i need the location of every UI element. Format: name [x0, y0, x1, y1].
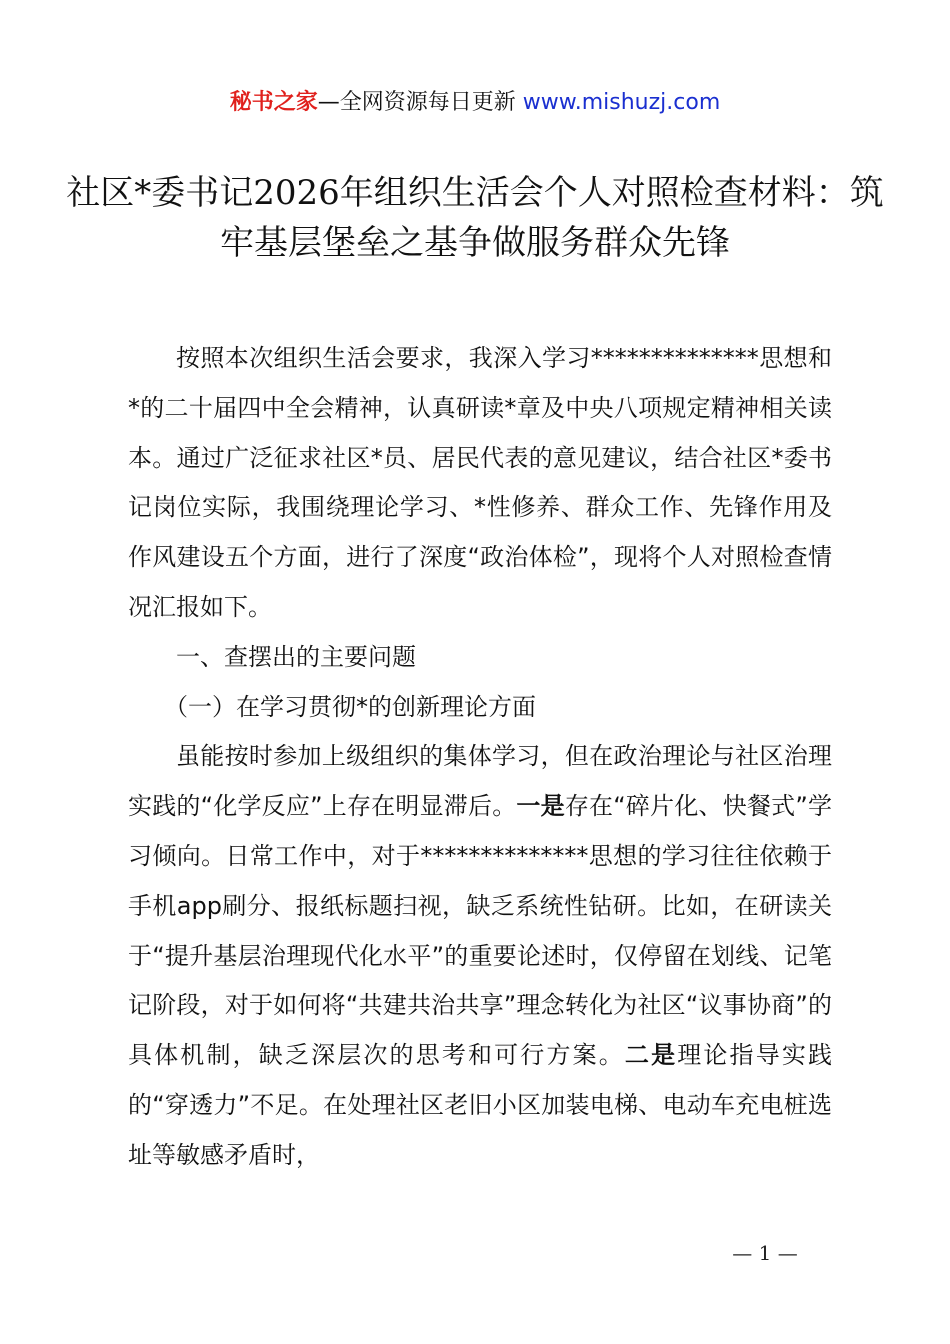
point-two-label: 二是 [624, 1041, 678, 1070]
site-brand: 秘书之家 [229, 90, 318, 115]
point-one-label: 一是 [516, 792, 565, 821]
site-tagline: —全网资源每日更新 [317, 90, 516, 115]
body-text-2: 存在“碎片化、快餐式”学习倾向。日常工作中，对于**************思想的学习往往依赖于手机app刷分、报纸标题扫视，缺乏系统性钻研。比如，在研读关于“提升基层治理现代化水平”的重要论述时，仅停留在划线、记笔记阶段，对于如何将“共建共治共享”理念转化为社区“议事协商”的具体机制，缺乏深层次的思考和可行方案。 [128, 792, 833, 1070]
body-text-1: 虽能按时参加上级组织的集体学习，但在政治理论与社区治理实践的“化学反应”上存在明显滞后。 [128, 742, 832, 821]
subsection-heading-theory: （一）在学习贯彻*的创新理论方面 [164, 692, 536, 721]
document-title: 社区*委书记2026年组织生活会个人对照检查材料：筑牢基层堡垒之基争做服务群众先锋 [66, 173, 884, 263]
body-paragraph [128, 732, 832, 1180]
site-header [0, 88, 950, 118]
section-heading-problems: 一、查摆出的主要问题 [176, 642, 416, 671]
site-url-link[interactable]: www.mishuzj.com [522, 90, 721, 115]
intro-paragraph: 按照本次组织生活会要求，我深入学习**************思想和*的二十届四中全会精神，认真研读*章及中央八项规定精神相关读本。通过广泛征求社区*员、居民代表的意见建议，结合社区*委书记岗位实际，我围绕理论学习、*性修养、群众工作、先锋作用及作风建设五个方面，进行了深度“政治体检”，现将个人对照检查情况汇报如下。 [128, 344, 832, 621]
page-number: — 1 — [732, 1241, 798, 1265]
body-text-3: 理论指导实践的“穿透力”不足。在处理社区老旧小区加装电梯、电动车充电桩选址等敏感矛盾时， [128, 1041, 833, 1169]
document-body [128, 334, 832, 1181]
